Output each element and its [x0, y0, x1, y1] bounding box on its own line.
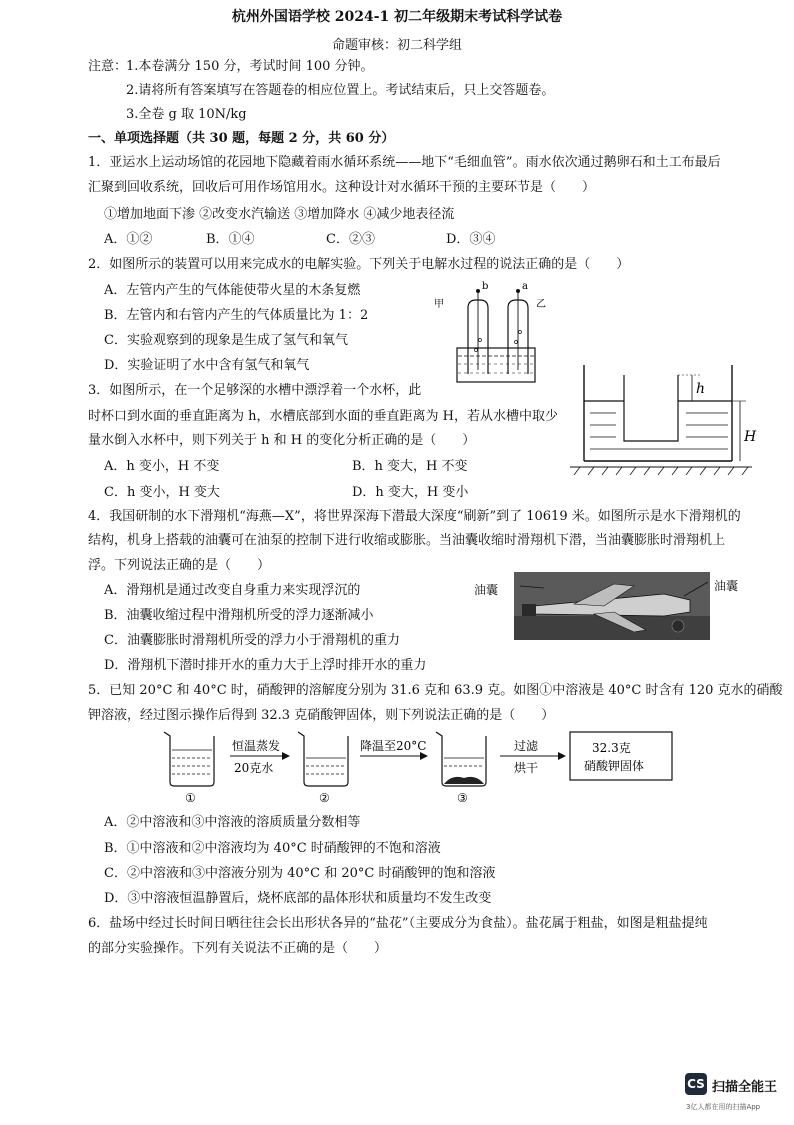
label-oil-bag-left: 油囊 [474, 583, 499, 597]
option-d: D．实验证明了水中含有氢气和氧气 [104, 358, 310, 373]
question-stem: 6．盐场中经过长时间日晒往往会长出形状各异的“盐花”（主要成分为食盐）。盐花属于粗盐，如图是粗盐提纯 [88, 916, 708, 931]
step3-top: 过滤 [514, 739, 539, 753]
note-item: 3.全卷 g 取 10N/kg [126, 107, 247, 122]
crystallization-flow [160, 726, 680, 806]
beaker-1-label: ① [185, 791, 196, 805]
question-items: ①增加地面下渗 ②改变水汽输送 ③增加降水 ④减少地表径流 [104, 207, 455, 222]
label-left-tube: 甲 [434, 299, 444, 310]
option-d: D．③中溶液恒温静置后，烧杯底部的晶体形状和质量均不发生改变 [104, 891, 492, 906]
beaker-3-label: ③ [457, 791, 468, 805]
step1-bottom: 20克水 [234, 761, 274, 775]
question-stem: 浮。下列说法正确的是（ ） [88, 558, 271, 573]
step1-top: 恒温蒸发 [232, 739, 281, 753]
option-c: C．实验观察到的现象是生成了氢气和氧气 [104, 333, 348, 348]
question-stem: 结构，机身上搭载的油囊可在油泵的控制下进行收缩或膨胀。当油囊收缩时滑翔机下潜，当油囊膨胀时滑翔机上 [88, 533, 726, 548]
option-c: C．油囊膨胀时滑翔机所受的浮力小于滑翔机的重力 [104, 633, 400, 648]
camscanner-logo-icon: CS [685, 1073, 707, 1095]
option-a: A．②中溶液和③中溶液的溶质质量分数相等 [104, 815, 361, 830]
option-a: A．h 变小，H 不变 [104, 459, 220, 474]
option-b: B．h 变大，H 不变 [352, 459, 468, 474]
scanner-tagline: 3亿人都在用的扫描App [686, 1103, 761, 1111]
option-a: A．①② [104, 232, 153, 247]
note-item: 1.本卷满分 150 分，考试时间 100 分钟。 [126, 59, 374, 74]
label-right-tube: 乙 [536, 299, 546, 310]
label-oil-bag-right: 油囊 [714, 579, 739, 593]
label-a: a [522, 281, 528, 292]
step2-top: 降温至20°C [360, 739, 427, 753]
step3-bottom: 烘干 [514, 761, 539, 775]
exam-subtitle: 命题审核：初二科学组 [331, 38, 462, 53]
option-b: B．①④ [206, 232, 255, 247]
option-a: A．左管内产生的气体能使带火星的木条复燃 [104, 283, 361, 298]
notes-label: 注意： [88, 59, 128, 74]
note-item: 2.请将所有答案填写在答题卷的相应位置上。考试结束后，只上交答题卷。 [126, 83, 555, 98]
option-d: D．滑翔机下潜时排开水的重力大于上浮时排开水的重力 [104, 658, 427, 673]
electrolysis-figure [430, 280, 560, 385]
tank-figure [568, 365, 768, 480]
option-c: C．②③ [326, 232, 375, 247]
option-b: B．①中溶液和②中溶液均为 40°C 时硝酸钾的不饱和溶液 [104, 841, 441, 856]
result-line2: 硝酸钾固体 [584, 759, 645, 773]
question-stem: 5．已知 20°C 和 40°C 时，硝酸钾的溶解度分别为 31.6 克和 63.9 克。如图①中溶液是 40°C 时含有 120 克水的硝酸 [88, 683, 783, 698]
question-stem: 2．如图所示的装置可以用来完成水的电解实验。下列关于电解水过程的说法正确的是（ ） [88, 257, 630, 272]
beaker-2-label: ② [319, 791, 330, 805]
option-d: D．③④ [446, 232, 496, 247]
question-stem: 的部分实验操作。下列有关说法不正确的是（ ） [88, 941, 388, 956]
result-line1: 32.3克 [592, 741, 631, 755]
question-stem: 汇聚到回收系统，回收后可用作场馆用水。这种设计对水循环干预的主要环节是（ ） [88, 180, 596, 195]
option-d: D．h 变大，H 变小 [352, 485, 469, 500]
option-c: C．h 变小，H 变大 [104, 485, 220, 500]
glider-photo [514, 572, 710, 640]
question-stem: 3．如图所示，在一个足够深的水槽中漂浮着一个水杯，此 [88, 383, 422, 398]
label-b: b [482, 281, 489, 292]
question-stem: 钾溶液，经过图示操作后得到 32.3 克硝酸钾固体，则下列说法正确的是（ ） [88, 708, 555, 723]
option-c: C．②中溶液和③中溶液分别为 40°C 和 20°C 时硝酸钾的饱和溶液 [104, 866, 496, 881]
question-stem: 时杯口到水面的垂直距离为 h，水槽底部到水面的垂直距离为 H，若从水槽中取少 [88, 409, 558, 424]
section-heading: 一、单项选择题（共 30 题，每题 2 分，共 60 分） [88, 131, 395, 146]
exam-title: 杭州外国语学校 2024-1 初二年级期末考试科学试卷 [231, 9, 563, 25]
option-b: B．左管内和右管内产生的气体质量比为 1：2 [104, 308, 369, 323]
question-stem: 4．我国研制的水下滑翔机“海燕—X”，将世界深海下潜最大深度“刷新”到了 10619 米。如图所示是水下滑翔机的 [88, 509, 741, 524]
question-stem: 量水倒入水杯中，则下列关于 h 和 H 的变化分析正确的是（ ） [88, 433, 476, 448]
option-b: B．油囊收缩过程中滑翔机所受的浮力逐渐减小 [104, 608, 374, 623]
scanner-app-name: 扫描全能王 [712, 1080, 778, 1095]
label-h: h [696, 381, 706, 397]
label-H: H [744, 429, 757, 445]
option-a: A．滑翔机是通过改变自身重力来实现浮沉的 [104, 583, 361, 598]
question-stem: 1．亚运水上运动场馆的花园地下隐藏着雨水循环系统——地下“毛细血管”。雨水依次通过鹅卵石和土工布最后 [88, 155, 721, 170]
